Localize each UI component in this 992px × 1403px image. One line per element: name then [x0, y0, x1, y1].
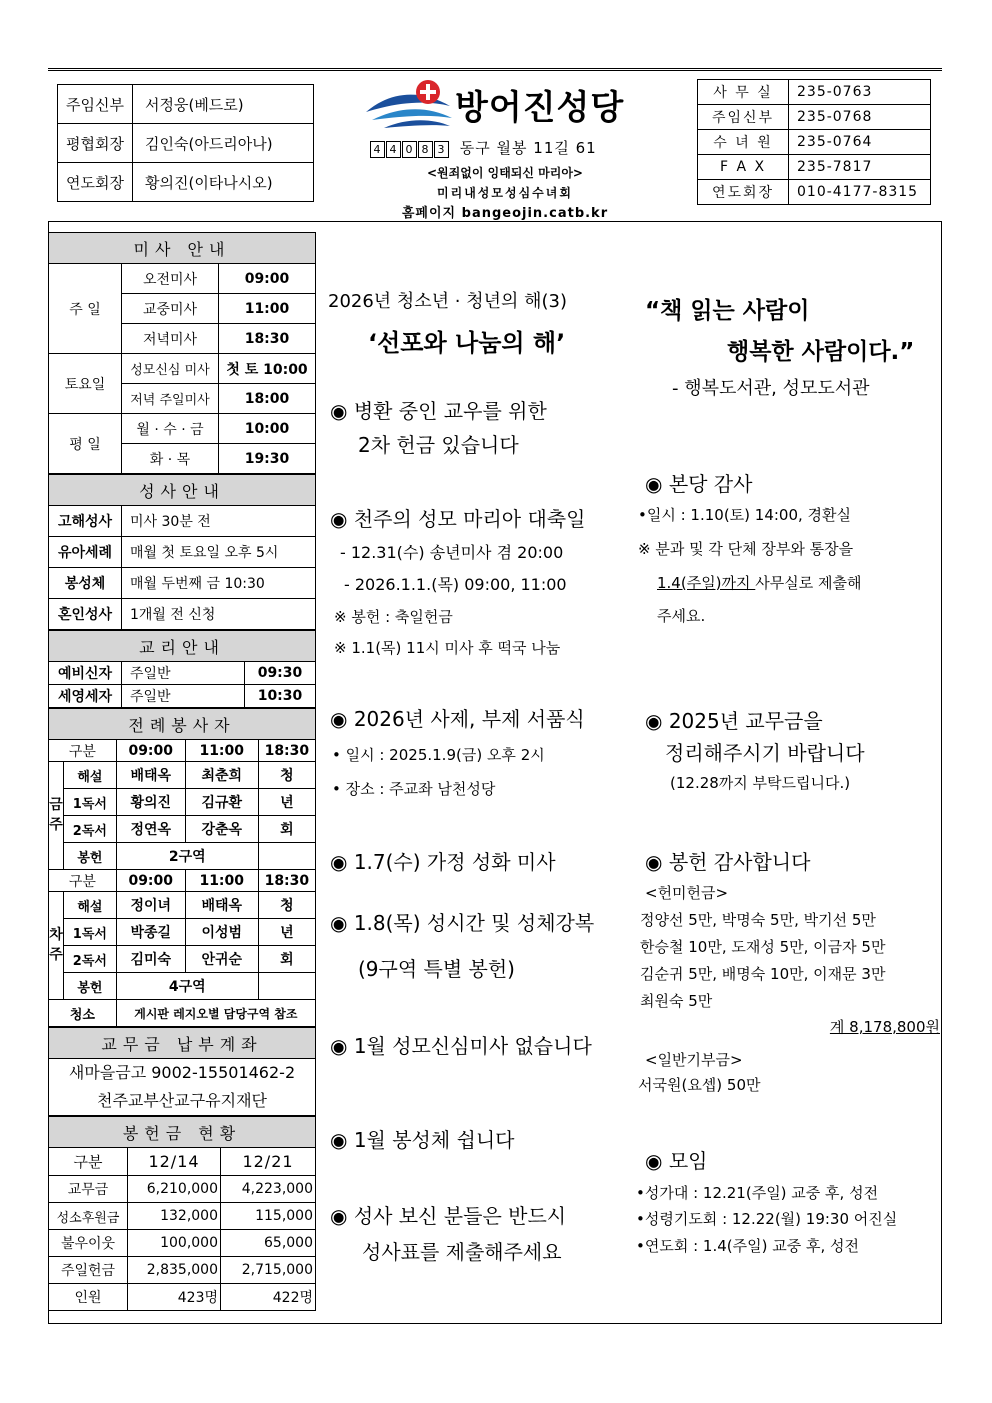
staff-value: 김인숙(아드리아나)	[133, 124, 314, 163]
notice-text: 1월 성모신심미사 없습니다	[353, 1034, 592, 1058]
account-number: 새마을금고 9002-15501462-2	[68, 1063, 296, 1082]
target-bullet-icon: ◉	[330, 1204, 354, 1228]
liturgy-head: 구분	[49, 740, 117, 762]
notice-no-communion	[330, 1124, 515, 1153]
liturgy-person: 김규환	[185, 789, 258, 816]
phone-table	[697, 79, 931, 205]
week-label: 차	[49, 926, 63, 943]
notice-text: 성사표를 제출해주세요	[362, 1240, 562, 1264]
quote-line: “책 읽는 사람이	[645, 298, 810, 324]
liturgy-person: 안귀순	[185, 946, 258, 973]
doctrine-time: 09:30	[245, 662, 316, 685]
liturgy-person: 회	[258, 816, 315, 843]
zip-digit: 4	[386, 141, 401, 158]
sacrament-key: 고해성사	[49, 506, 122, 537]
notice-text: 2차 헌금 있습니다	[358, 433, 519, 457]
notice-audit	[645, 468, 752, 497]
offering-value: 423명	[128, 1284, 221, 1311]
saturday-label: 토요일	[49, 354, 122, 414]
church-name: 방어진성당	[455, 88, 625, 128]
donor-line: 한승철 10만, 도재성 5만, 이금자 5만	[640, 938, 886, 956]
phone-key: 연도회장	[698, 180, 789, 205]
mass-time: 첫 토 10:00	[219, 354, 316, 384]
notice-text: 1.8(목) 성시간 및 성체강복	[353, 911, 595, 935]
liturgy-role: 해설	[64, 892, 117, 919]
offering-key: 인원	[49, 1284, 128, 1311]
staff-table	[57, 84, 314, 202]
sacrament-title: 성사안내	[49, 475, 316, 506]
notice-detail: • 장소 : 주교좌 남천성당	[332, 780, 496, 798]
liturgy-person: 정연옥	[116, 816, 185, 843]
notice-family-mass	[330, 846, 556, 875]
notice-holy-hour	[330, 907, 594, 936]
liturgy-table	[48, 708, 316, 1027]
notice-thanks	[645, 846, 810, 875]
offering-value: 100,000	[128, 1230, 221, 1257]
notice-detail: 주세요.	[657, 607, 706, 625]
cleaning-info: 게시판 레지오별 담당구역 참조	[116, 1000, 315, 1027]
week-label: 금	[49, 796, 63, 813]
target-bullet-icon: ◉	[330, 850, 354, 874]
notice-no-devotion	[330, 1030, 592, 1059]
liturgy-head: 구분	[49, 870, 117, 892]
phone-value: 235-0763	[789, 80, 931, 105]
quote-source: - 행복도서관, 성모도서관	[672, 378, 870, 399]
mass-name: 월 · 수 · 금	[122, 414, 219, 444]
notice-text: 2026년 사제, 부제 서품식	[353, 707, 585, 731]
donor-line: 최원숙 5만	[640, 992, 713, 1010]
quote-line: 행복한 사람이다.”	[727, 339, 915, 365]
doctrine-title: 교리안내	[49, 631, 316, 662]
offering-title: 봉헌금 현황	[49, 1117, 316, 1148]
mass-name: 오전미사	[122, 264, 219, 294]
mass-title: 미사 안내	[49, 233, 316, 264]
notice-text: 성사 보신 분들은 반드시	[353, 1204, 567, 1228]
offering-value: 2,835,000	[128, 1257, 221, 1284]
donor-line: 서국원(요셉) 50만	[638, 1076, 761, 1094]
mass-time: 11:00	[219, 294, 316, 324]
homepage-link[interactable]: 홈페이지 bangeojin.catb.kr	[401, 206, 609, 221]
liturgy-person: 박종길	[116, 919, 185, 946]
target-bullet-icon: ◉	[330, 399, 354, 423]
notice-ordination	[330, 703, 585, 732]
notice-text: 병환 중인 교우를 위한	[353, 399, 547, 423]
meeting-line: •성령기도회 : 12.22(월) 19:30 어진실	[636, 1210, 898, 1228]
sacrament-value: 1개월 전 신청	[122, 599, 316, 630]
convent-name: 미리내성모성심수녀회	[437, 186, 573, 200]
mass-time: 18:00	[219, 384, 316, 414]
offering-value: 115,000	[221, 1203, 316, 1230]
notice-detail: ※ 봉헌 : 축일헌금	[334, 608, 453, 626]
target-bullet-icon: ◉	[645, 1149, 669, 1173]
sacrament-value: 미사 30분 전	[122, 506, 316, 537]
general-subtitle: <일반기부금>	[645, 1051, 743, 1069]
liturgy-person: 년	[258, 919, 315, 946]
target-bullet-icon: ◉	[330, 911, 354, 935]
liturgy-title: 전례봉사자	[49, 709, 316, 740]
target-bullet-icon: ◉	[330, 707, 354, 731]
liturgy-person: 강춘옥	[185, 816, 258, 843]
notice-detail: • 일시 : 2025.1.9(금) 오후 2시	[332, 746, 545, 764]
liturgy-head: 09:00	[116, 740, 185, 762]
notice-meeting	[645, 1145, 707, 1174]
doctrine-time: 10:30	[245, 685, 316, 708]
meeting-line: •연도회 : 1.4(주일) 교중 후, 성전	[636, 1237, 859, 1255]
notice-detail: - 2026.1.1.(목) 09:00, 11:00	[344, 575, 567, 594]
zip-digit: 0	[402, 141, 417, 158]
liturgy-role: 봉헌	[64, 843, 117, 870]
staff-key: 주임신부	[58, 85, 133, 124]
offering-value: 422명	[221, 1284, 316, 1311]
liturgy-offering: 2구역	[116, 843, 258, 870]
notice-text: 천주의 성모 마리아 대축일	[353, 507, 586, 531]
liturgy-person: 최춘희	[185, 762, 258, 789]
account-holder: 천주교부산교구유지재단	[96, 1091, 268, 1110]
phone-value: 235-0764	[789, 130, 931, 155]
account-title: 교무금 납부계좌	[49, 1028, 316, 1059]
notice-detail: •일시 : 1.10(토) 14:00, 경환실	[638, 506, 852, 524]
mass-table	[48, 232, 316, 474]
zip-digit: 8	[418, 141, 433, 158]
liturgy-person: 이성범	[185, 919, 258, 946]
sacrament-value: 매월 두번째 금 10:30	[122, 568, 316, 599]
mass-name: 화 · 목	[122, 444, 219, 474]
phone-value: 235-7817	[789, 155, 931, 180]
notice-text: 봉헌 감사합니다	[668, 850, 811, 874]
liturgy-head: 11:00	[185, 870, 258, 892]
notice-text: 정리해주시기 바랍니다	[665, 741, 865, 765]
liturgy-person: 배태옥	[185, 892, 258, 919]
offering-key: 성소후원금	[49, 1203, 128, 1230]
notice-detail: ※ 분과 및 각 단체 장부와 통장을	[638, 540, 854, 558]
offering-head: 12/14	[128, 1148, 221, 1176]
mass-name: 교중미사	[122, 294, 219, 324]
notice-detail: - 12.31(수) 송년미사 겸 20:00	[340, 543, 564, 562]
notice-detail: 사무실로 제출해	[755, 574, 862, 592]
phone-key: F A X	[698, 155, 789, 180]
liturgy-role: 1독서	[64, 919, 117, 946]
mass-name: 성모신심 미사	[122, 354, 219, 384]
liturgy-person: 회	[258, 946, 315, 973]
notice-detail: ※ 1.1(목) 11시 미사 후 떡국 나눔	[334, 639, 561, 657]
offering-value: 4,223,000	[221, 1176, 316, 1203]
motto: <원죄없이 잉태되신 마리아>	[427, 166, 583, 180]
staff-value: 황의진(이타나시오)	[133, 163, 314, 202]
offering-key: 주일헌금	[49, 1257, 128, 1284]
notice-confession	[330, 1200, 566, 1229]
target-bullet-icon: ◉	[645, 850, 669, 874]
doctrine-value: 주일반	[122, 685, 245, 708]
sacrament-key: 유아세례	[49, 537, 122, 568]
donor-line: 김순귀 5만, 배명숙 10만, 이재문 3만	[640, 965, 886, 983]
sacrament-table	[48, 474, 316, 630]
year-theme: 2026년 청소년 · 청년의 해(3)	[328, 291, 568, 312]
account-table	[48, 1027, 316, 1116]
sacrament-value: 매월 첫 토요일 오후 5시	[122, 537, 316, 568]
mass-name: 저녁미사	[122, 324, 219, 354]
liturgy-person: 청	[258, 762, 315, 789]
meeting-line: •성가대 : 12.21(주일) 교중 후, 성전	[636, 1184, 879, 1202]
liturgy-role: 2독서	[64, 946, 117, 973]
notice-sick	[330, 395, 547, 424]
liturgy-role: 1독서	[64, 789, 117, 816]
offering-head: 구분	[49, 1148, 128, 1176]
address	[370, 137, 597, 158]
liturgy-head: 18:30	[258, 740, 315, 762]
liturgy-person: 황의진	[116, 789, 185, 816]
phone-key: 수 녀 원	[698, 130, 789, 155]
donation-total: 계 8,178,800원	[829, 1018, 940, 1036]
target-bullet-icon: ◉	[330, 1034, 354, 1058]
liturgy-person: 배태옥	[116, 762, 185, 789]
notice-text: 본당 감사	[668, 472, 753, 496]
deadline-text: 1.4(주일)까지	[657, 574, 756, 592]
left-column	[48, 232, 316, 1311]
liturgy-person: 김미숙	[116, 946, 185, 973]
doctrine-value: 주일반	[122, 662, 245, 685]
notice-detail	[657, 572, 862, 593]
liturgy-head: 18:30	[258, 870, 315, 892]
offering-value: 2,715,000	[221, 1257, 316, 1284]
liturgy-role: 봉헌	[64, 973, 117, 1000]
week-label: 주	[49, 816, 63, 833]
zip-digit: 4	[370, 141, 385, 158]
target-bullet-icon: ◉	[645, 709, 669, 733]
offering-value: 132,000	[128, 1203, 221, 1230]
offering-value: 6,210,000	[128, 1176, 221, 1203]
mass-time: 19:30	[219, 444, 316, 474]
target-bullet-icon: ◉	[330, 1128, 354, 1152]
notice-feast	[330, 503, 585, 532]
mass-time: 18:30	[219, 324, 316, 354]
thanks-subtitle: <헌미헌금>	[645, 884, 729, 902]
liturgy-person: 청	[258, 892, 315, 919]
target-bullet-icon: ◉	[330, 507, 354, 531]
liturgy-head: 11:00	[185, 740, 258, 762]
notice-text: 1월 봉성체 쉽니다	[353, 1128, 515, 1152]
mass-time: 09:00	[219, 264, 316, 294]
offering-key: 교무금	[49, 1176, 128, 1203]
liturgy-role: 청소	[49, 1000, 117, 1027]
address-text: 동구 월봉 11길 61	[459, 139, 597, 157]
doctrine-key: 예비신자	[49, 662, 122, 685]
notice-text: 1.7(수) 가정 성화 미사	[353, 850, 556, 874]
donor-line: 정양선 5만, 박명숙 5만, 박기선 5만	[640, 911, 876, 929]
target-bullet-icon: ◉	[645, 472, 669, 496]
sacrament-key: 혼인성사	[49, 599, 122, 630]
weekday-label: 평 일	[49, 414, 122, 474]
doctrine-key: 세영세자	[49, 685, 122, 708]
offering-table	[48, 1116, 316, 1311]
liturgy-head: 09:00	[116, 870, 185, 892]
sunday-label: 주 일	[49, 264, 122, 354]
zip-digit: 3	[434, 141, 449, 158]
staff-key: 평협회장	[58, 124, 133, 163]
notice-text: 2025년 교무금을	[668, 709, 823, 733]
mass-time: 10:00	[219, 414, 316, 444]
phone-value: 010-4177-8315	[789, 180, 931, 205]
mass-name: 저녁 주일미사	[122, 384, 219, 414]
phone-value: 235-0768	[789, 105, 931, 130]
liturgy-person: 정이녀	[116, 892, 185, 919]
liturgy-role: 2독서	[64, 816, 117, 843]
offering-head: 12/21	[221, 1148, 316, 1176]
phone-key: 사 무 실	[698, 80, 789, 105]
offering-value: 65,000	[221, 1230, 316, 1257]
notice-text: (9구역 특별 봉헌)	[358, 957, 515, 981]
notice-dues	[645, 705, 823, 734]
theme-title: ‘선포와 나눔의 해’	[368, 329, 566, 357]
sacrament-key: 봉성체	[49, 568, 122, 599]
liturgy-person: 년	[258, 789, 315, 816]
liturgy-role: 해설	[64, 762, 117, 789]
doctrine-table	[48, 630, 316, 708]
liturgy-offering: 4구역	[116, 973, 258, 1000]
staff-key: 연도회장	[58, 163, 133, 202]
week-label: 주	[49, 946, 63, 963]
phone-key: 주임신부	[698, 105, 789, 130]
offering-key: 불우이웃	[49, 1230, 128, 1257]
notice-text: 모임	[668, 1149, 708, 1173]
notice-detail: (12.28까지 부탁드립니다.)	[670, 774, 851, 792]
staff-value: 서정웅(베드로)	[133, 85, 314, 124]
top-divider	[48, 68, 942, 71]
